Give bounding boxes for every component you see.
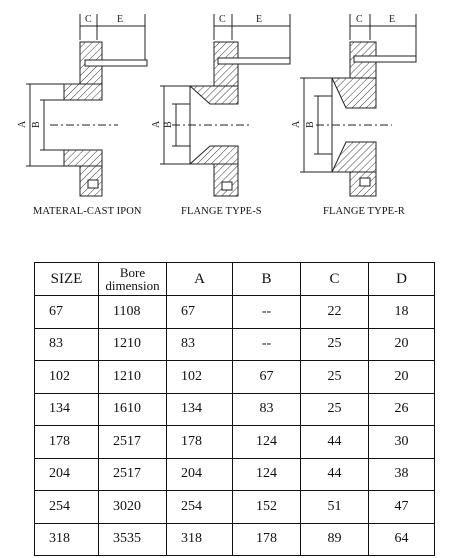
- cell-size: 204: [35, 458, 99, 491]
- caption-type-s: FLANGE TYPE-S: [181, 206, 262, 217]
- cell-b: 152: [233, 491, 301, 524]
- cell-d: 20: [369, 361, 435, 394]
- dim-label-a: A: [151, 120, 162, 128]
- cell-size: 254: [35, 491, 99, 524]
- cell-d: 38: [369, 458, 435, 491]
- dim-label-c: C: [219, 14, 226, 25]
- cell-d: 47: [369, 491, 435, 524]
- cell-bore-dimension: 2517: [99, 458, 167, 491]
- cell-b: 178: [233, 523, 301, 556]
- flange-drawing-cast-iron: [26, 14, 147, 196]
- cell-c: 51: [301, 491, 369, 524]
- cell-bore-dimension: 1210: [99, 361, 167, 394]
- cell-d: 18: [369, 296, 435, 329]
- header-d: D: [369, 263, 435, 296]
- table-header-row: [35, 263, 435, 296]
- cell-size: 318: [35, 523, 99, 556]
- header-c: C: [301, 263, 369, 296]
- dim-label-a: A: [17, 120, 28, 128]
- cell-a: 254: [167, 491, 233, 524]
- cell-b: 124: [233, 426, 301, 459]
- header-size: SIZE: [35, 263, 99, 296]
- cell-b: 83: [233, 393, 301, 426]
- cell-a: 83: [167, 328, 233, 361]
- cell-bore-dimension: 1210: [99, 328, 167, 361]
- cell-d: 64: [369, 523, 435, 556]
- cell-a: 134: [167, 393, 233, 426]
- dim-label-e: E: [117, 14, 124, 25]
- cell-a: 178: [167, 426, 233, 459]
- cell-d: 30: [369, 426, 435, 459]
- dim-label-c: C: [356, 14, 363, 25]
- cell-b: --: [233, 296, 301, 329]
- cell-c: 22: [301, 296, 369, 329]
- table-row: [35, 296, 435, 329]
- cell-size: 102: [35, 361, 99, 394]
- dim-label-b: B: [163, 121, 174, 128]
- cell-c: 89: [301, 523, 369, 556]
- flange-drawing-type-s: [160, 14, 290, 196]
- dim-label-b: B: [305, 121, 316, 128]
- cell-d: 20: [369, 328, 435, 361]
- dim-label-a: A: [291, 120, 302, 128]
- cell-c: 25: [301, 361, 369, 394]
- cell-d: 26: [369, 393, 435, 426]
- cell-a: 67: [167, 296, 233, 329]
- cell-c: 44: [301, 426, 369, 459]
- table-row: [35, 491, 435, 524]
- flange-dimension-table: [34, 262, 435, 556]
- table-row: [35, 361, 435, 394]
- cell-bore-dimension: 3020: [99, 491, 167, 524]
- header-a: A: [167, 263, 233, 296]
- cell-a: 318: [167, 523, 233, 556]
- cell-bore-dimension: 2517: [99, 426, 167, 459]
- table-row: [35, 426, 435, 459]
- dim-label-e: E: [256, 14, 263, 25]
- table-row: [35, 523, 435, 556]
- cell-c: 25: [301, 393, 369, 426]
- header-bore-dimension: Bore dimension: [99, 263, 167, 296]
- cell-size: 83: [35, 328, 99, 361]
- cell-c: 25: [301, 328, 369, 361]
- cell-b: 124: [233, 458, 301, 491]
- cell-a: 102: [167, 361, 233, 394]
- cell-a: 204: [167, 458, 233, 491]
- cell-size: 134: [35, 393, 99, 426]
- dim-label-b: B: [31, 121, 42, 128]
- table-row: [35, 393, 435, 426]
- cell-size: 67: [35, 296, 99, 329]
- table-row: [35, 458, 435, 491]
- header-b: B: [233, 263, 301, 296]
- caption-type-r: FLANGE TYPE-R: [323, 206, 405, 217]
- cell-b: 67: [233, 361, 301, 394]
- caption-cast-iron: MATERAL-CAST IPON: [33, 206, 142, 217]
- flange-drawing-type-r: [300, 14, 416, 196]
- cell-c: 44: [301, 458, 369, 491]
- table-row: [35, 328, 435, 361]
- dim-label-e: E: [389, 14, 396, 25]
- cell-bore-dimension: 3535: [99, 523, 167, 556]
- dim-label-c: C: [85, 14, 92, 25]
- cell-b: --: [233, 328, 301, 361]
- cell-size: 178: [35, 426, 99, 459]
- cell-bore-dimension: 1108: [99, 296, 167, 329]
- cell-bore-dimension: 1610: [99, 393, 167, 426]
